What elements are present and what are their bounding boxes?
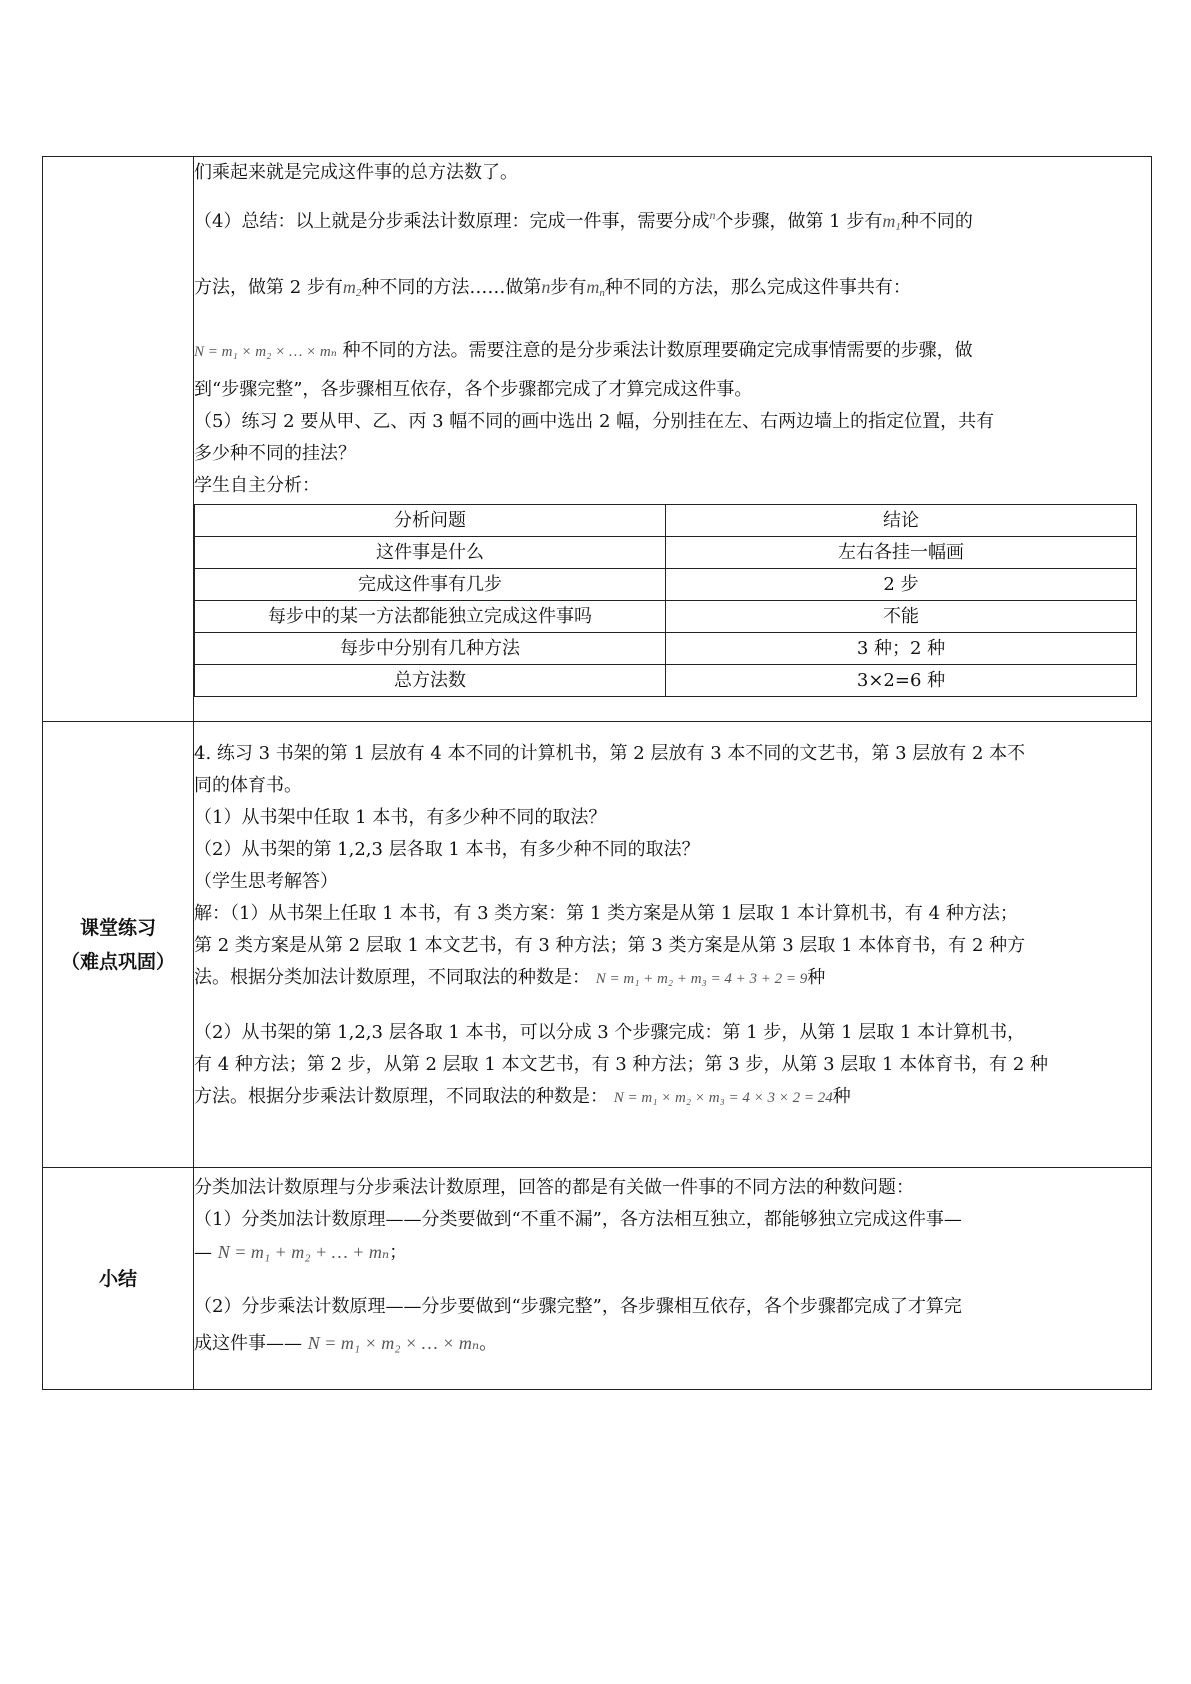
- table-cell: 完成这件事有几步: [195, 569, 666, 601]
- text-line: 到“步骤完整”，各步骤相互依存，各个步骤都完成了才算完成这件事。: [194, 379, 753, 400]
- table-cell: 不能: [666, 601, 1137, 633]
- text-line: （学生思考解答）: [194, 871, 338, 892]
- text-line: （1）分类加法计数原理——分类要做到“不重不漏”，各方法相互独立，都能够独立完成这件事—: [194, 1209, 962, 1230]
- section-label-empty: [43, 157, 194, 722]
- table-cell: 3 种；2 种: [666, 633, 1137, 665]
- formula-product-values: N = m₁ × m₂ × m₃ = 4 × 3 × 2 = 24: [613, 1090, 833, 1106]
- section-classroom-practice: [43, 722, 1152, 1168]
- section-label-practice: [43, 722, 194, 1168]
- text-line: 法。根据分类加法计数原理，不同取法的种数是： N = m₁ + m₂ + m₃ = 4 + 3 + 2 = 9种: [194, 967, 826, 988]
- table-cell: 这件事是什么: [195, 537, 666, 569]
- table-row: [195, 569, 1137, 601]
- text-line: （2）分步乘法计数原理——分步要做到“步骤完整”，各步骤相互依存，各个步骤都完成了才算完: [194, 1296, 962, 1317]
- formula-product: N = m₁ × m₂ × … × mₙ: [194, 344, 337, 360]
- table-row: [195, 633, 1137, 665]
- table-row: [195, 665, 1137, 697]
- formula-sum-general: N = m₁ + m₂ + … + mₙ: [217, 1242, 390, 1262]
- text-line: 成这件事—— N = m₁ × m₂ × … × mₙ。: [194, 1333, 498, 1354]
- section-summary: [43, 1168, 1152, 1390]
- text-line: 们乘起来就是完成这件事的总方法数了。: [194, 162, 518, 183]
- text-line: — N = m₁ + m₂ + … + mₙ；: [194, 1242, 408, 1263]
- table-row: [195, 537, 1137, 569]
- header-cell: 分析问题: [195, 505, 666, 537]
- section-label-summary: 小结: [43, 1168, 194, 1390]
- text-line: 方法。根据分步乘法计数原理，不同取法的种数是： N = m₁ × m₂ × m₃ = 4 × 3 × 2 = 24种: [194, 1086, 851, 1107]
- table-cell: 左右各挂一幅画: [666, 537, 1137, 569]
- text-line: 多少种不同的挂法？: [194, 443, 356, 464]
- text-line: 4. 练习 3 书架的第 1 层放有 4 本不同的计算机书，第 2 层放有 3 本不同的文艺书，第 3 层放有 2 本不: [194, 743, 1026, 764]
- label-line: 课堂练习: [79, 916, 156, 939]
- section-content: [194, 157, 1152, 722]
- text-line: 有 4 种方法；第 2 步，从第 2 层取 1 本文艺书，有 3 种方法；第 3 步，从第 3 层取 1 本体育书，有 2 种: [194, 1054, 1049, 1075]
- section-continued-explanation: [43, 157, 1152, 722]
- analysis-table: [194, 504, 1137, 697]
- section-content: [194, 1168, 1152, 1390]
- text-line: 第 2 类方案是从第 2 层取 1 本文艺书，有 3 种方法；第 3 类方案是从第 3 层取 1 本体育书，有 2 种方: [194, 935, 1026, 956]
- text-line: 解：（1）从书架上任取 1 本书，有 3 类方案：第 1 类方案是从第 1 层取 1 本计算机书，有 4 种方法；: [194, 903, 1018, 924]
- table-cell: 3×2=6 种: [666, 665, 1137, 697]
- formula-sum: N = m₁ + m₂ + m₃ = 4 + 3 + 2 = 9: [595, 971, 808, 987]
- text-line: 方法，做第 2 步有$m_2$种不同的方法……做第n步有$m_n$种不同的方法，那么完成这件事共有：: [194, 277, 911, 299]
- text-line: （1）从书架中任取 1 本书，有多少种不同的取法？: [194, 807, 607, 828]
- table-cell: 总方法数: [195, 665, 666, 697]
- table-row: [195, 601, 1137, 633]
- label-line: （难点巩固）: [60, 950, 175, 973]
- text-line: N = m₁ × m₂ × … × mₙ 种不同的方法。需要注意的是分步乘法计数原理要确定完成事情需要的步骤，做: [194, 340, 973, 361]
- lesson-table: [42, 156, 1152, 1390]
- table-cell: 2 步: [666, 569, 1137, 601]
- table-cell: 每步中分别有几种方法: [195, 633, 666, 665]
- text-line: （4）总结：以上就是分步乘法计数原理：完成一件事，需要分成$^n$个步骤，做第 1 步有$m_1$种不同的: [194, 208, 973, 233]
- header-cell: 结论: [666, 505, 1137, 537]
- section-content: [194, 722, 1152, 1168]
- table-cell: 每步中的某一方法都能独立完成这件事吗: [195, 601, 666, 633]
- analysis-table-header: [195, 505, 1137, 537]
- text-line: 分类加法计数原理与分步乘法计数原理，回答的都是有关做一件事的不同方法的种数问题：: [194, 1177, 914, 1198]
- lesson-plan-page: [42, 156, 1152, 1390]
- text-line: （2）从书架的第 1,2,3 层各取 1 本书，可以分成 3 个步骤完成：第 1 步，从第 1 层取 1 本计算机书，: [194, 1022, 1026, 1043]
- text-line: （2）从书架的第 1,2,3 层各取 1 本书，有多少种不同的取法？: [194, 839, 700, 860]
- text-line: 同的体育书。: [194, 775, 302, 796]
- formula-product-general: N = m₁ × m₂ × … × mₙ: [307, 1333, 480, 1353]
- text-line: （5）练习 2 要从甲、乙、丙 3 幅不同的画中选出 2 幅，分别挂在左、右两边墙上的指定位置，共有: [194, 411, 995, 432]
- text-line: 学生自主分析：: [194, 475, 320, 496]
